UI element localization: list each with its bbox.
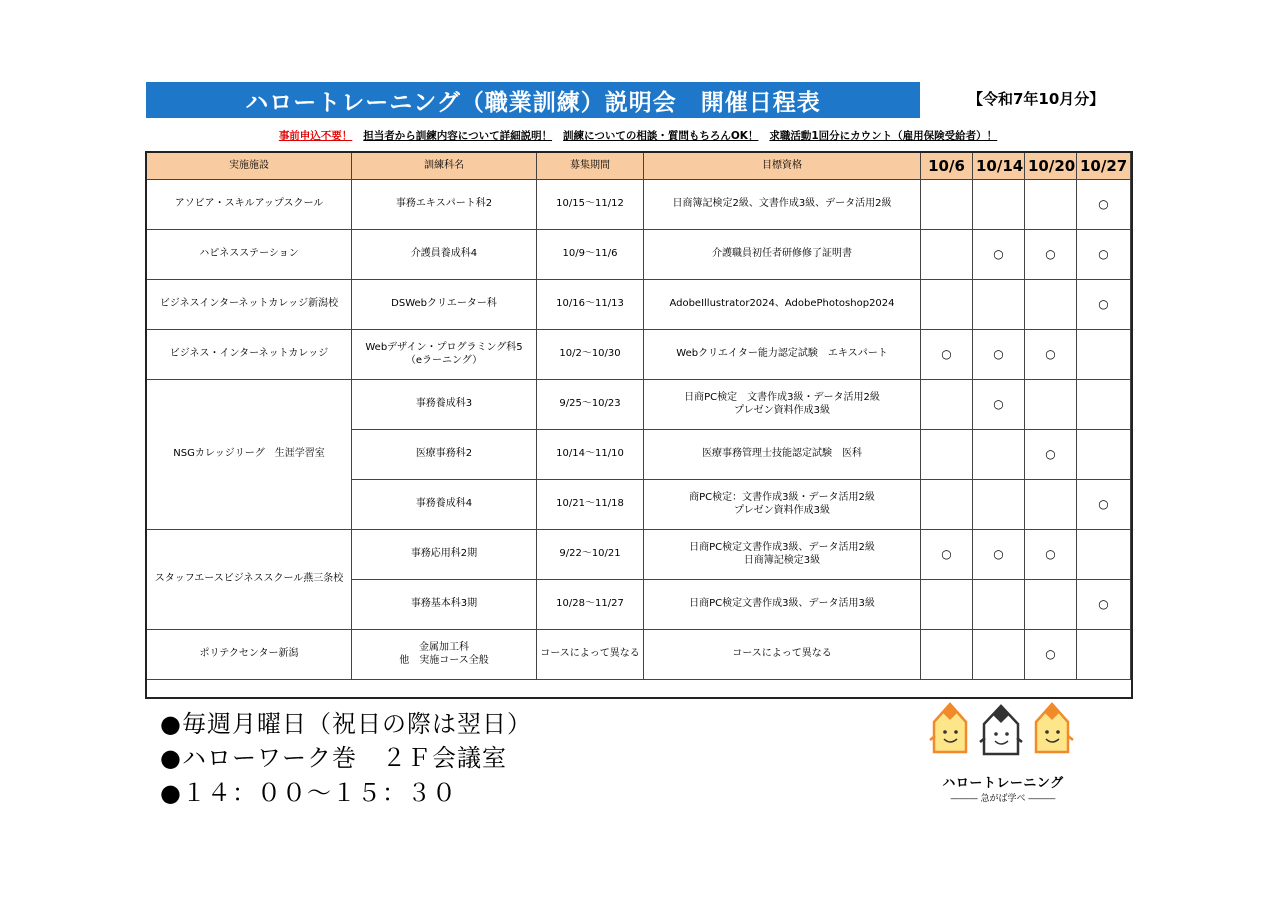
date-cell-1 [921, 480, 973, 530]
table-row [147, 180, 1131, 230]
course-cell-line2: 他 実施コース全般 [399, 654, 489, 666]
date-cell-2 [973, 180, 1025, 230]
date-cell-1 [921, 580, 973, 630]
date-cell-2 [973, 230, 1025, 280]
page-title: ハロートレーニング（職業訓練）説明会 開催日程表 [245, 89, 821, 116]
qualification-cell-line1: 日商PC検定文書作成3級、データ活用3級 [689, 598, 875, 610]
date-cell-2 [973, 430, 1025, 480]
course-cell [352, 580, 537, 630]
notice-explanation: 担当者から訓練内容について詳細説明！ [363, 130, 553, 142]
date-cell-4 [1077, 280, 1131, 330]
period-cell: 10/2～10/30 [537, 330, 644, 380]
date-cell-1 [921, 230, 973, 280]
qualification-cell-line1: 商PC検定：文書作成3級・データ活用2級 [689, 492, 875, 503]
course-cell [352, 280, 537, 330]
period-cell: 9/25～10/23 [537, 380, 644, 430]
period-cell: 10/9～11/6 [537, 230, 644, 280]
logo-subtitle-text: 急がば学べ [980, 794, 1026, 804]
course-cell [352, 230, 537, 280]
header-facility: 実施施設 [147, 153, 352, 180]
mascot-right-icon [1036, 704, 1073, 752]
course-cell-line1: 事務基本科3期 [410, 598, 478, 610]
date-cell-1 [921, 330, 973, 380]
table-row [147, 280, 1131, 330]
session-mark: ○ [1098, 297, 1109, 311]
session-mark: ○ [1045, 647, 1056, 661]
logo-title: ハロートレーニング [942, 776, 1064, 791]
date-cell-4 [1077, 330, 1131, 380]
month-label: 【令和7年10月分】 [968, 90, 1105, 108]
course-cell-line1: 金属加工科 [419, 642, 469, 653]
table-row [147, 630, 1131, 680]
period-cell: 9/22～10/21 [537, 530, 644, 580]
facility-cell: ビジネスインターネットカレッジ新潟校 [147, 280, 352, 330]
session-mark: ○ [1045, 247, 1056, 261]
session-mark: ○ [941, 347, 952, 361]
session-mark: ○ [993, 347, 1004, 361]
date-cell-3 [1025, 230, 1077, 280]
session-mark: ○ [1098, 247, 1109, 261]
qualification-cell [644, 230, 921, 280]
notice-job-search: 求職活動1回分にカウント（雇用保険受給者）！ [769, 130, 998, 142]
date-cell-2 [973, 480, 1025, 530]
table-row [147, 530, 1131, 580]
qualification-cell [644, 330, 921, 380]
period-cell: 10/15～11/12 [537, 180, 644, 230]
header-course: 訓練科名 [352, 153, 537, 180]
qualification-cell [644, 580, 921, 630]
date-cell-1 [921, 280, 973, 330]
course-cell-line2: （eラーニング） [405, 354, 483, 366]
qualification-cell [644, 380, 921, 430]
course-cell-line1: 介護員養成科4 [410, 248, 478, 260]
date-cell-3 [1025, 280, 1077, 330]
facility-cell: ビジネス・インターネットカレッジ [147, 330, 352, 380]
qualification-cell-line2: プレゼン資料作成3級 [734, 404, 830, 416]
period-cell: コースによって異なる [537, 630, 644, 680]
date-cell-2 [973, 280, 1025, 330]
facility-cell: NSGカレッジリーグ 生涯学習室 [147, 380, 352, 530]
table-row [147, 380, 1131, 430]
qualification-cell-line1: 介護職員初任者研修修了証明書 [712, 248, 852, 260]
period-cell: 10/21～11/18 [537, 480, 644, 530]
course-cell [352, 480, 537, 530]
course-cell-line1: DSWebクリエーター科 [391, 298, 497, 310]
table-row [147, 330, 1131, 380]
date-cell-4 [1077, 430, 1131, 480]
date-cell-3 [1025, 180, 1077, 230]
session-mark: ○ [1045, 447, 1056, 461]
date-cell-2 [973, 530, 1025, 580]
session-mark: ○ [993, 547, 1004, 561]
session-mark: ○ [993, 247, 1004, 261]
date-cell-4 [1077, 180, 1131, 230]
session-mark: ○ [1045, 547, 1056, 561]
qualification-cell [644, 530, 921, 580]
date-cell-1 [921, 380, 973, 430]
title-banner [146, 82, 920, 118]
notice-consultation: 訓練についての相談・質問もちろんOK！ [563, 130, 759, 142]
schedule-table [146, 152, 1131, 680]
qualification-cell-line1: Webクリエイター能力認定試験 エキスパート [676, 348, 888, 360]
period-cell: 10/16～11/13 [537, 280, 644, 330]
date-cell-3 [1025, 430, 1077, 480]
qualification-cell-line1: AdobeIllustrator2024、AdobePhotoshop2024 [669, 298, 895, 310]
date-cell-1 [921, 180, 973, 230]
course-cell [352, 630, 537, 680]
qualification-cell-line1: 医療事務管理士技能認定試験 医科 [702, 448, 862, 460]
course-cell [352, 180, 537, 230]
course-cell-line1: Webデザイン・プログラミング科5 [365, 342, 523, 353]
mascot-left-icon [930, 704, 966, 752]
date-cell-4 [1077, 480, 1131, 530]
course-cell-line1: 医療事務科2 [415, 448, 473, 460]
qualification-cell [644, 630, 921, 680]
qualification-cell-line2: 日商簿記検定3級 [743, 554, 821, 566]
qualification-cell-line1: 日商PC検定 文書作成3級・データ活用2級 [684, 392, 880, 403]
facility-cell: アソビア・スキルアップスクール [147, 180, 352, 230]
facility-cell: ハピネスステーション [147, 230, 352, 280]
course-cell [352, 380, 537, 430]
qualification-cell-line1: 日商簿記検定2級、文書作成3級、データ活用2級 [672, 198, 892, 210]
date-cell-3 [1025, 480, 1077, 530]
date-cell-1 [921, 630, 973, 680]
date-cell-1 [921, 530, 973, 580]
header-date-2: 10/14 [973, 153, 1025, 180]
notice-line [146, 128, 1130, 143]
qualification-cell [644, 480, 921, 530]
qualification-cell [644, 180, 921, 230]
date-cell-2 [973, 330, 1025, 380]
table-header-row [147, 153, 1131, 180]
session-mark: ○ [1098, 497, 1109, 511]
date-cell-1 [921, 430, 973, 480]
course-cell [352, 430, 537, 480]
qualification-cell-line2: プレゼン資料作成3級 [734, 504, 830, 516]
bullet-place: ●ハローワーク巻 ２Ｆ会議室 [160, 744, 507, 772]
header-qualification: 目標資格 [644, 153, 921, 180]
session-mark: ○ [1045, 347, 1056, 361]
course-cell-line1: 事務応用科2期 [410, 548, 478, 560]
header-date-4: 10/27 [1077, 153, 1131, 180]
header-date-3: 10/20 [1025, 153, 1077, 180]
period-cell: 10/14～11/10 [537, 430, 644, 480]
date-cell-4 [1077, 230, 1131, 280]
header-period: 募集期間 [537, 153, 644, 180]
qualification-cell-line1: コースによって異なる [732, 648, 832, 660]
qualification-cell-line1: 日商PC検定文書作成3級、データ活用2級 [689, 542, 875, 553]
course-cell-line1: 事務養成科4 [415, 498, 473, 510]
date-cell-4 [1077, 380, 1131, 430]
notice-no-registration: 事前申込不要！ [278, 130, 353, 142]
course-cell [352, 330, 537, 380]
session-mark: ○ [941, 547, 952, 561]
bullet-time: ●１４：００～１５：３０ [160, 779, 457, 807]
date-cell-4 [1077, 530, 1131, 580]
date-cell-2 [973, 380, 1025, 430]
session-mark: ○ [993, 397, 1004, 411]
course-cell [352, 530, 537, 580]
period-cell: 10/28～11/27 [537, 580, 644, 630]
header-date-1: 10/6 [921, 153, 973, 180]
table-row [147, 230, 1131, 280]
date-cell-3 [1025, 380, 1077, 430]
logo-subtitle: ――― 急がば学べ ――― [950, 794, 1056, 804]
course-cell-line1: 事務エキスパート科2 [395, 198, 493, 210]
course-cell-line1: 事務養成科3 [415, 398, 473, 410]
bullet-day: ●毎週月曜日（祝日の際は翌日） [160, 710, 532, 738]
qualification-cell [644, 280, 921, 330]
date-cell-3 [1025, 530, 1077, 580]
date-cell-4 [1077, 630, 1131, 680]
date-cell-3 [1025, 580, 1077, 630]
date-cell-3 [1025, 330, 1077, 380]
session-mark: ○ [1098, 597, 1109, 611]
mascot-center-icon [980, 706, 1022, 754]
date-cell-3 [1025, 630, 1077, 680]
facility-cell: ポリテクセンター新潟 [147, 630, 352, 680]
qualification-cell [644, 430, 921, 480]
date-cell-4 [1077, 580, 1131, 630]
date-cell-2 [973, 580, 1025, 630]
date-cell-2 [973, 630, 1025, 680]
facility-cell: スタッフエースビジネススクール燕三条校 [147, 530, 352, 630]
session-mark: ○ [1098, 197, 1109, 211]
